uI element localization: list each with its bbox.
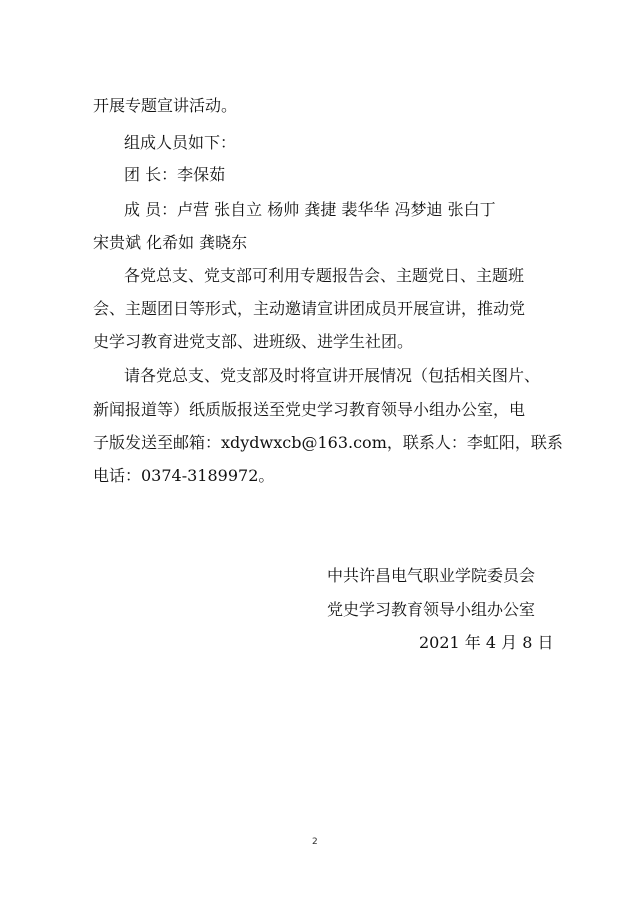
signature-date: 2021 年 4 月 8 日: [419, 633, 554, 652]
members-line-2: 宋贵斌 化希如 龚晓东: [93, 233, 248, 252]
paragraph-2-line-1: 各党总支、党支部可利用专题报告会、主题党日、主题班: [124, 266, 525, 285]
members-intro: 组成人员如下：: [124, 133, 237, 152]
paragraph-2-line-2: 会、主题团日等形式，主动邀请宣讲团成员开展宣讲，推动党: [93, 299, 526, 318]
paragraph-3-line-2: 新闻报道等）纸质版报送至党史学习教育领导小组办公室，电: [93, 400, 526, 419]
paragraph-3-line-1: 请各党总支、党支部及时将宣讲开展情况（包括相关图片、: [124, 366, 541, 385]
paragraph-3-line-4: 电话：0374-3189972。: [93, 466, 275, 485]
page-number: 2: [312, 837, 318, 847]
members-line-1: 成 员：卢营 张自立 杨帅 龚捷 裴华华 冯梦迪 张白丁: [124, 200, 496, 219]
paragraph-3-line-3: 子版发送至邮箱：xdydwxcb@163.com，联系人：李虹阳，联系: [93, 433, 563, 452]
group-leader: 团 长：李保茹: [124, 165, 226, 184]
signature-office: 党史学习教育领导小组办公室: [327, 600, 536, 619]
paragraph-continuation: 开展专题宣讲活动。: [93, 96, 238, 115]
signature-organization: 中共许昌电气职业学院委员会: [327, 566, 536, 585]
paragraph-2-line-3: 史学习教育进党支部、进班级、进学生社团。: [93, 332, 414, 351]
